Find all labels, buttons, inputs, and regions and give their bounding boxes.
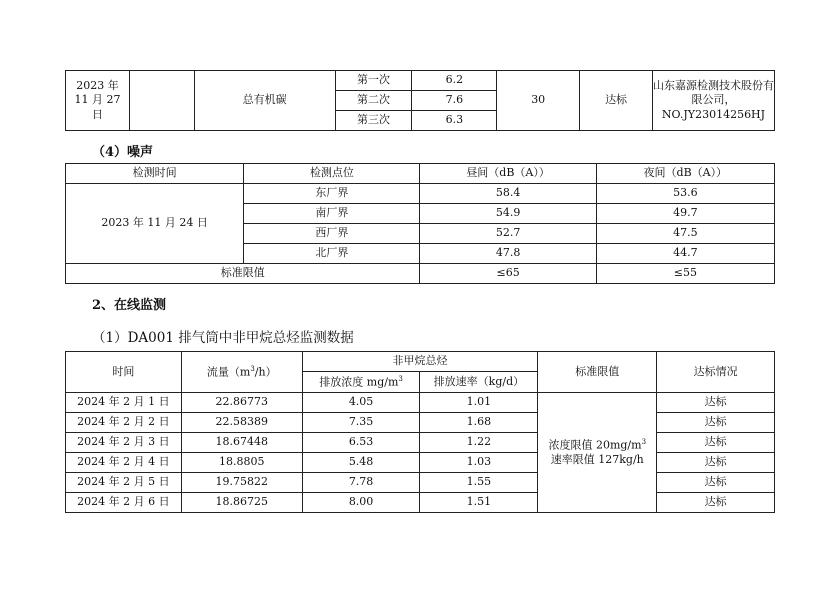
online-flow: 22.58389 xyxy=(181,413,302,433)
online-limit-rate: 速率限值 127kg/h xyxy=(550,452,644,466)
toc-round: 第二次 xyxy=(335,91,412,111)
online-rate: 1.03 xyxy=(420,453,538,473)
online-status: 达标 xyxy=(657,493,775,513)
noise-date: 2023 年 11 月 24 日 xyxy=(66,184,244,264)
noise-point: 西厂界 xyxy=(244,224,420,244)
online-date: 2024 年 2 月 2 日 xyxy=(66,413,182,433)
online-conc: 4.05 xyxy=(302,393,420,413)
noise-point: 东厂界 xyxy=(244,184,420,204)
noise-day: 54.9 xyxy=(420,204,596,224)
flow-unit-sup: 3 xyxy=(250,364,255,373)
online-conc: 7.35 xyxy=(302,413,420,433)
toc-org-name: 山东嘉源检测技术股份有限公司， xyxy=(653,79,774,107)
toc-value: 7.6 xyxy=(412,91,497,111)
online-flow: 18.86725 xyxy=(181,493,302,513)
conc-unit-text: 排放浓度 mg/m xyxy=(319,375,399,389)
online-header-conc xyxy=(302,372,420,393)
noise-point: 南厂界 xyxy=(244,204,420,224)
noise-limit-day: ≤65 xyxy=(420,264,596,284)
online-header-flow xyxy=(181,352,302,393)
online-conc: 8.00 xyxy=(302,493,420,513)
noise-header-point: 检测点位 xyxy=(244,164,420,184)
conc-unit-sup: 3 xyxy=(398,374,403,383)
noise-night: 53.6 xyxy=(596,184,774,204)
online-status: 达标 xyxy=(657,433,775,453)
online-flow: 19.75822 xyxy=(181,473,302,493)
online-status: 达标 xyxy=(657,453,775,473)
online-header-status: 达标情况 xyxy=(657,352,775,393)
online-status: 达标 xyxy=(657,393,775,413)
toc-value: 6.3 xyxy=(412,111,497,131)
limit-conc-sup: 3 xyxy=(641,437,647,446)
toc-status: 达标 xyxy=(580,71,653,131)
noise-heading: （4）噪声 xyxy=(92,145,154,160)
online-limit-conc xyxy=(538,438,656,453)
online-header-time: 时间 xyxy=(66,352,182,393)
toc-report-no: NO.JY23014256HJ xyxy=(661,107,766,121)
online-date: 2024 年 2 月 4 日 xyxy=(66,453,182,473)
toc-table xyxy=(65,70,775,131)
noise-limit-night: ≤55 xyxy=(596,264,774,284)
online-flow: 18.8805 xyxy=(181,453,302,473)
toc-value: 6.2 xyxy=(412,71,497,91)
online-header-limit: 标准限值 xyxy=(538,352,657,393)
noise-table xyxy=(65,163,775,284)
toc-item: 总有机碳 xyxy=(194,71,335,131)
noise-night: 44.7 xyxy=(596,244,774,264)
online-flow: 18.67448 xyxy=(181,433,302,453)
online-rate: 1.55 xyxy=(420,473,538,493)
noise-header-night: 夜间（dB（A）） xyxy=(596,164,774,184)
online-rate: 1.68 xyxy=(420,413,538,433)
online-date: 2024 年 2 月 1 日 xyxy=(66,393,182,413)
online-header-rate: 排放速率（kg/d） xyxy=(420,372,538,393)
online-status: 达标 xyxy=(657,413,775,433)
toc-round: 第三次 xyxy=(335,111,412,131)
flow-unit-text: 流量（m xyxy=(206,365,251,379)
flow-unit-tail: /h） xyxy=(254,365,277,379)
online-date: 2024 年 2 月 3 日 xyxy=(66,433,182,453)
online-conc: 5.48 xyxy=(302,453,420,473)
noise-limit-label: 标准限值 xyxy=(66,264,420,284)
online-conc: 6.53 xyxy=(302,433,420,453)
online-rate: 1.22 xyxy=(420,433,538,453)
toc-limit: 30 xyxy=(497,71,580,131)
noise-day: 58.4 xyxy=(420,184,596,204)
toc-date: 2023 年 11 月 27 日 xyxy=(66,71,130,131)
online-flow: 22.86773 xyxy=(181,393,302,413)
noise-header-time: 检测时间 xyxy=(66,164,244,184)
noise-night: 49.7 xyxy=(596,204,774,224)
online-table xyxy=(65,351,775,513)
online-date: 2024 年 2 月 5 日 xyxy=(66,473,182,493)
noise-day: 52.7 xyxy=(420,224,596,244)
noise-point: 北厂界 xyxy=(244,244,420,264)
online-rate: 1.01 xyxy=(420,393,538,413)
noise-header-day: 昼间（dB（A）） xyxy=(420,164,596,184)
noise-night: 47.5 xyxy=(596,224,774,244)
online-header-group: 非甲烷总烃 xyxy=(302,352,538,372)
toc-empty-cell xyxy=(129,71,194,131)
online-date: 2024 年 2 月 6 日 xyxy=(66,493,182,513)
online-status: 达标 xyxy=(657,473,775,493)
toc-round: 第一次 xyxy=(335,71,412,91)
limit-conc-text: 浓度限值 20mg/m xyxy=(548,438,642,452)
online-conc: 7.78 xyxy=(302,473,420,493)
online-limit xyxy=(538,393,657,513)
online-rate: 1.51 xyxy=(420,493,538,513)
online-subheading: （1）DA001 排气筒中非甲烷总烃监测数据 xyxy=(92,330,354,346)
toc-org xyxy=(653,71,775,131)
noise-day: 47.8 xyxy=(420,244,596,264)
online-heading: 2、在线监测 xyxy=(92,298,167,313)
